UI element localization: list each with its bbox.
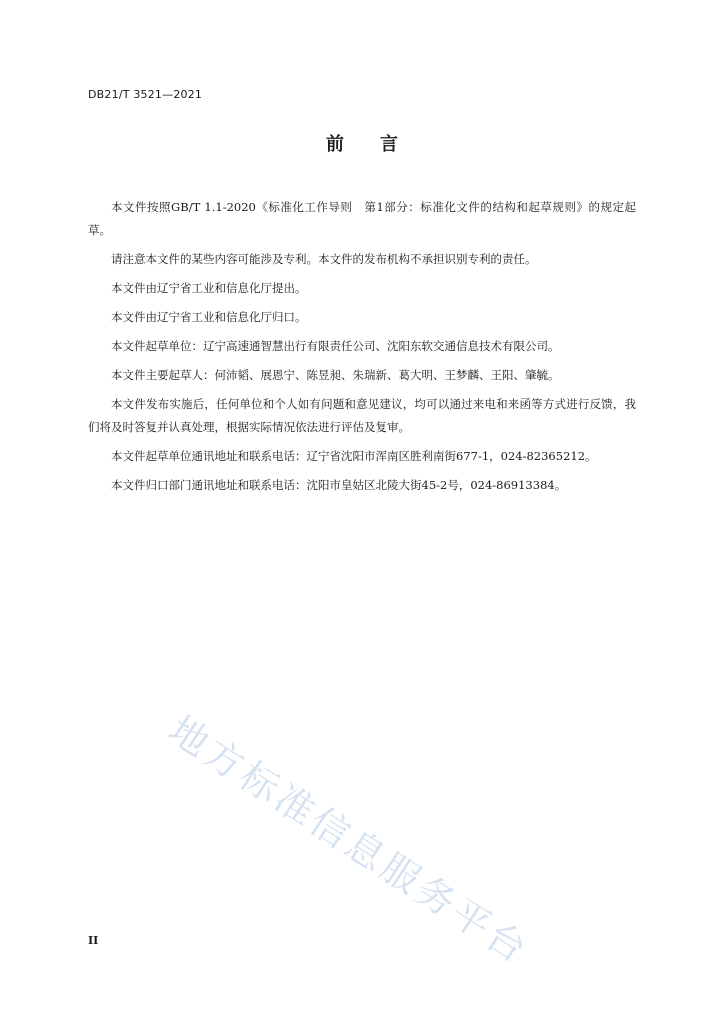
document-code: DB21/T 3521—2021 [88,88,203,101]
paragraph-feedback: 本文件发布实施后，任何单位和个人如有问题和意见建议，均可以通过来电和来函等方式进行反馈，我们将及时答复并认真处理，根据实际情况依法进行评估及复审。 [88,397,636,434]
paragraph-proposer: 本文件由辽宁省工业和信息化厅提出。 [111,281,307,295]
paragraph-drafting-contact: 本文件起草单位通讯地址和联系电话：辽宁省沈阳市浑南区胜利南街677-1，024-82365212。 [111,449,597,463]
title-char-2: 言 [380,134,398,155]
paragraph-administrator: 本文件由辽宁省工业和信息化厅归口。 [111,310,307,324]
paragraph-admin-contact: 本文件归口部门通讯地址和联系电话：沈阳市皇姑区北陵大街45-2号，024-86913384。 [111,478,567,492]
foreword-body [88,196,636,503]
watermark: 地方标准信息服务平台 [161,707,538,974]
page-number: II [88,934,99,947]
paragraph-standard-basis: 本文件按照GB/T 1.1-2020《标准化工作导则 第1部分：标准化文件的结构和起草规则》的规定起草。 [88,200,636,237]
paragraph-drafting-units: 本文件起草单位：辽宁高速通智慧出行有限责任公司、沈阳东软交通信息技术有限公司。 [111,339,560,353]
paragraph-patent-notice: 请注意本文件的某些内容可能涉及专利。本文件的发布机构不承担识别专利的责任。 [111,252,537,266]
title-char-1: 前 [326,134,344,155]
page-title [0,130,724,156]
paragraph-drafters: 本文件主要起草人：何沛韬、展恩宁、陈昱昶、朱瑞新、葛大明、王梦麟、王阳、肇毓。 [111,368,560,382]
